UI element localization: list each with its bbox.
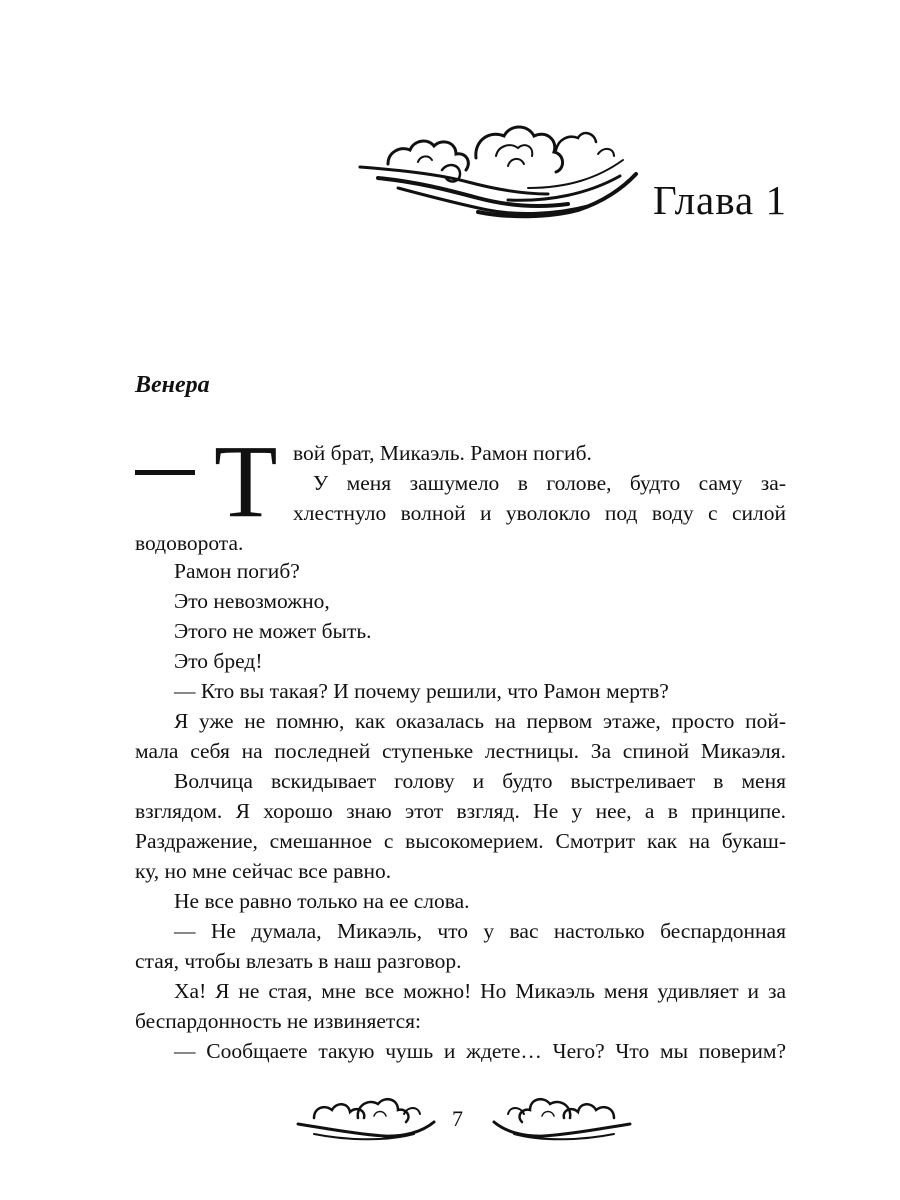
text-line: Это невозможно, bbox=[174, 589, 330, 613]
text-line: Этого не может быть. bbox=[174, 619, 372, 643]
text-line: вой брат, Микаэль. Рамон погиб. bbox=[293, 441, 592, 465]
text-line: Раздражение, смешанное с высокомерием. Смотрит как на букаш- bbox=[135, 829, 786, 853]
text-line: Это бред! bbox=[174, 649, 263, 673]
text-line: мала себя на последней ступеньке лестницы. За спиной Микаэля. bbox=[135, 739, 786, 763]
text-line: стая, чтобы влезать в наш разговор. bbox=[135, 949, 462, 973]
text-line: водоворота. bbox=[135, 531, 244, 555]
text-line: Я уже не помню, как оказалась на первом этаже, просто пой- bbox=[174, 709, 786, 733]
text-line: хлестнуло волной и уволокло под воду с силой bbox=[293, 501, 786, 525]
page-number: 7 bbox=[452, 1106, 463, 1131]
opening-dash bbox=[135, 470, 195, 475]
wave-ornament-icon bbox=[490, 1094, 634, 1144]
text-line: ку, но мне сейчас все равно. bbox=[135, 859, 392, 883]
text-line: беспардонность не извиняется: bbox=[135, 1009, 421, 1033]
pov-name: Венера bbox=[135, 372, 210, 398]
text-line: — Не думала, Микаэль, что у вас настолько беспардонная bbox=[174, 919, 786, 943]
text-line: взглядом. Я хорошо знаю этот взгляд. Не у нее, а в принципе. bbox=[135, 799, 786, 823]
text-line: — Сообщаете такую чушь и ждете… Чего? Что мы поверим? bbox=[174, 1039, 786, 1063]
drop-cap: Т bbox=[214, 424, 278, 539]
text-line: Рамон погиб? bbox=[174, 559, 300, 583]
chapter-title: Глава 1 bbox=[652, 177, 787, 223]
text-line: Ха! Я не стая, мне все можно! Но Микаэль меня удивляет и за bbox=[174, 979, 786, 1003]
text-line: — Кто вы такая? И почему решили, что Рамон мертв? bbox=[174, 679, 669, 703]
text-line: У меня зашумело в голове, будто саму за- bbox=[313, 471, 786, 495]
wave-ornament-icon bbox=[294, 1094, 438, 1144]
wave-ornament-icon bbox=[358, 112, 640, 222]
text-line: Волчица вскидывает голову и будто выстреливает в меня bbox=[174, 769, 786, 793]
text-line: Не все равно только на ее слова. bbox=[174, 889, 470, 913]
